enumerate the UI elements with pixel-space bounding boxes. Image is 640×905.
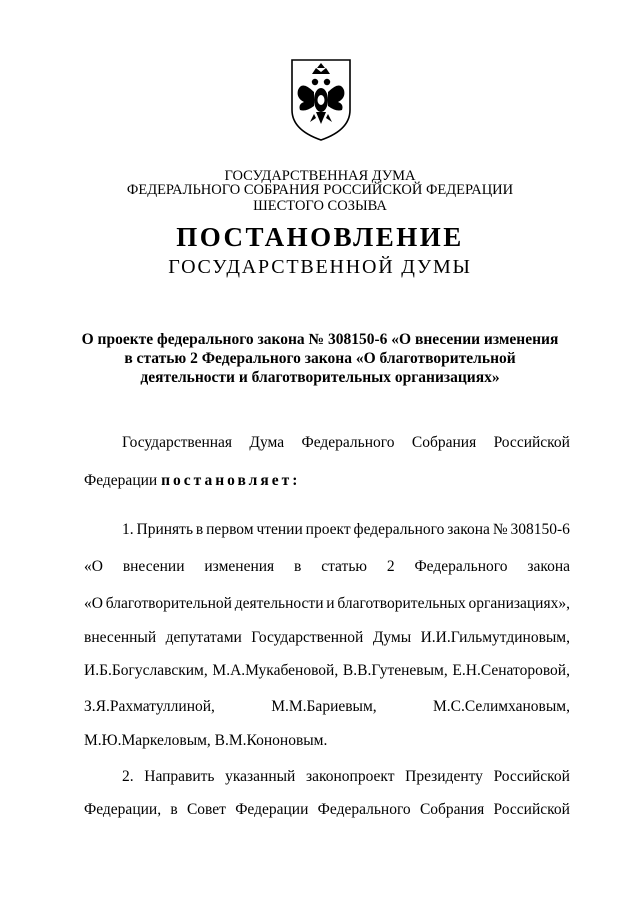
word: Государственная — [122, 434, 233, 451]
word: благотворительной — [105, 595, 232, 612]
paragraph-1-line-5 — [84, 661, 570, 681]
paragraph-1-line-1 — [122, 520, 570, 540]
paragraph-1-line-4 — [84, 628, 570, 648]
justified-words — [84, 697, 570, 717]
justified-words — [84, 628, 570, 648]
word: Федерального — [301, 434, 395, 451]
word: 2 — [386, 558, 395, 575]
word: в — [195, 521, 204, 538]
word: И.Б.Богуславским, — [84, 662, 208, 679]
justified-words — [84, 594, 570, 614]
word: З.Я.Рахматуллиной, — [84, 698, 215, 715]
paragraph-1-line-7: М.Ю.Маркеловым, В.М.Кононовым. — [84, 732, 328, 749]
paragraph-2-line-1 — [122, 767, 570, 787]
word: Направить — [144, 768, 215, 785]
justified-words — [122, 767, 570, 787]
subject-line-2: в статью 2 Федерального закона «О благотворительной — [124, 350, 516, 367]
word: Российской — [493, 801, 570, 818]
word: Федерации — [235, 801, 309, 818]
word: М.М.Бариевым, — [271, 698, 377, 715]
document-subtitle: ГОСУДАРСТВЕННОЙ ДУМЫ — [168, 256, 472, 278]
word: М.А.Мукабеновой, — [212, 662, 339, 679]
justified-words — [84, 800, 570, 820]
word: организациях», — [468, 595, 570, 612]
word: Федерального — [414, 558, 508, 575]
word: изменения — [204, 558, 275, 575]
word: Федерации, — [84, 801, 162, 818]
word: статью — [321, 558, 367, 575]
resolution-keyword: постановляет: — [161, 472, 301, 489]
word: Собрания — [411, 434, 477, 451]
word: Дума — [249, 434, 285, 451]
word: «О — [84, 595, 103, 612]
word: Российской — [493, 768, 570, 785]
word: закона — [527, 558, 570, 575]
justified-words — [122, 433, 570, 453]
word: федерального — [353, 521, 445, 538]
word: внесенный — [84, 629, 157, 646]
header-line-convocation: ШЕСТОГО СОЗЫВА — [253, 198, 387, 214]
word: 308150-6 — [510, 521, 570, 538]
word: чтении — [256, 521, 303, 538]
word: 2. — [122, 768, 134, 785]
word: деятельности — [234, 595, 324, 612]
word: И.И.Гильмутдиновым, — [420, 629, 570, 646]
word: первом — [206, 521, 254, 538]
word: Думы — [372, 629, 412, 646]
word: Собрания — [419, 801, 485, 818]
word: М.С.Селимхановым, — [432, 698, 570, 715]
word: Е.Н.Сенаторовой, — [452, 662, 570, 679]
intro-line-1 — [122, 433, 570, 453]
intro-text: Федерации — [84, 472, 162, 489]
word: законопроект — [305, 768, 395, 785]
paragraph-1-line-6 — [84, 697, 570, 717]
justified-words — [84, 557, 570, 577]
paragraph-1-line-3 — [84, 594, 570, 614]
word: Российской — [493, 434, 570, 451]
justified-words — [122, 520, 570, 540]
word: Президенту — [405, 768, 483, 785]
subject-line-1: О проекте федерального закона № 308150-6 «О внесении изменения — [81, 331, 559, 348]
coat-of-arms-emblem-icon — [290, 58, 352, 142]
word: Федерального — [317, 801, 411, 818]
header-line-duma: ГОСУДАРСТВЕННАЯ ДУМА — [224, 168, 416, 184]
word: «О — [84, 558, 103, 575]
word: депутатами — [165, 629, 242, 646]
word: Государственной — [251, 629, 364, 646]
word: в — [170, 801, 178, 818]
document-title: ПОСТАНОВЛЕНИЕ — [176, 222, 464, 252]
word: закона — [447, 521, 490, 538]
word: и — [326, 595, 335, 612]
word: 1. — [122, 521, 134, 538]
word: Совет — [186, 801, 226, 818]
word: проект — [305, 521, 351, 538]
word: В.В.Гутеневым, — [342, 662, 448, 679]
justified-words — [84, 661, 570, 681]
word: внесении — [122, 558, 185, 575]
paragraph-1-line-2 — [84, 557, 570, 577]
header-line-federal-assembly: ФЕДЕРАЛЬНОГО СОБРАНИЯ РОССИЙСКОЙ ФЕДЕРАЦИИ — [126, 182, 514, 198]
word: благотворительных — [337, 595, 466, 612]
word: указанный — [225, 768, 296, 785]
word: № — [492, 521, 508, 538]
paragraph-2-line-2 — [84, 800, 570, 820]
word: Принять — [136, 521, 194, 538]
subject-line-3: деятельности и благотворительных организациях» — [140, 369, 500, 386]
word: в — [294, 558, 302, 575]
intro-line-2 — [84, 471, 570, 491]
